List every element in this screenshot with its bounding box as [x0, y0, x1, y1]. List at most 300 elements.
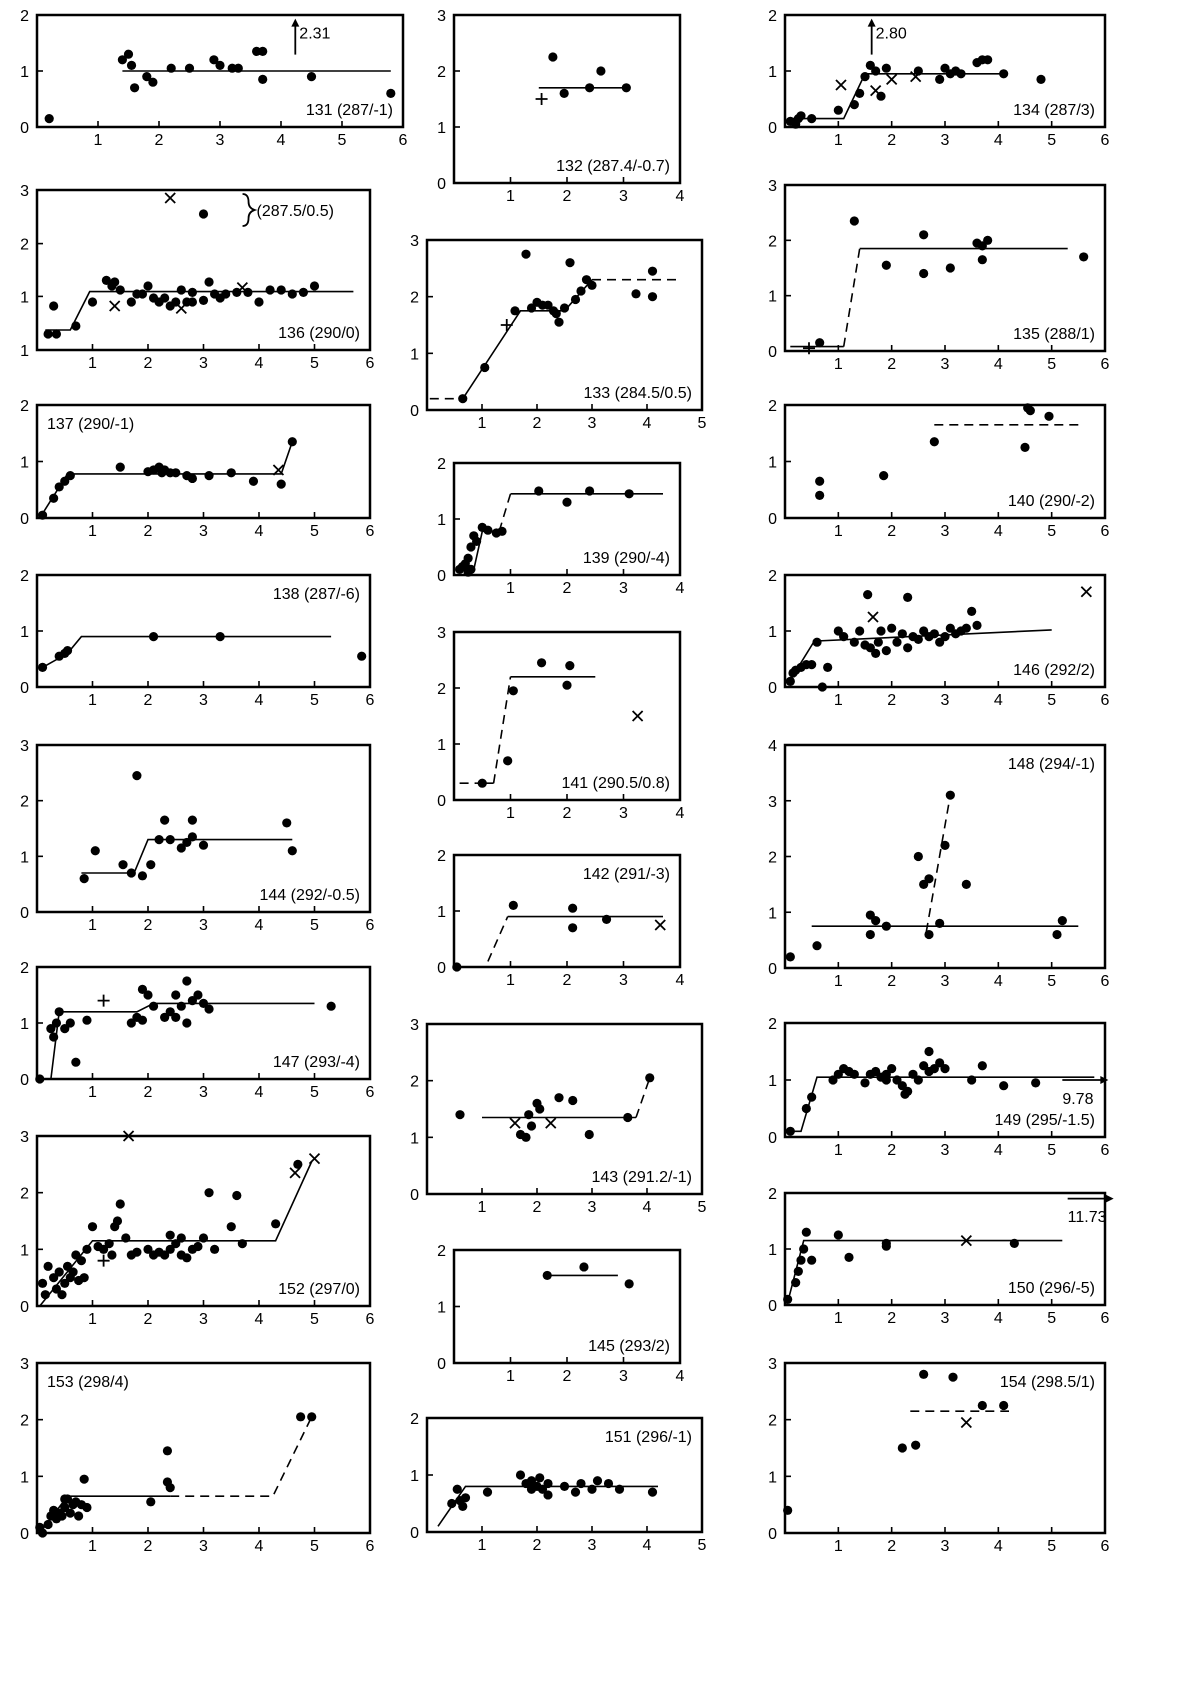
y-tick-label: 2 — [410, 289, 419, 307]
data-point — [972, 621, 981, 630]
x-tick-label: 4 — [642, 1199, 652, 1216]
x-tick-label: 3 — [199, 917, 208, 934]
data-point — [132, 771, 141, 780]
data-point — [956, 69, 965, 78]
data-point — [593, 1476, 602, 1485]
data-point — [277, 480, 286, 489]
x-tick-label: 3 — [619, 805, 628, 822]
data-point — [871, 649, 880, 658]
y-tick-label: 2 — [20, 568, 29, 585]
data-point — [946, 263, 955, 272]
data-point — [850, 1070, 859, 1079]
y-tick-label: 0 — [437, 176, 446, 193]
x-tick-label: 4 — [993, 1310, 1003, 1327]
data-point — [452, 962, 461, 971]
data-point — [177, 1250, 186, 1259]
data-point — [386, 89, 395, 98]
data-point — [604, 1479, 613, 1488]
x-tick-label: 2 — [562, 188, 572, 205]
data-point — [118, 860, 127, 869]
data-point — [631, 289, 640, 298]
arrowhead-icon — [1106, 1195, 1114, 1203]
panel-label: 135 (288/1) — [1013, 326, 1095, 343]
data-point — [818, 682, 827, 691]
x-tick-label: 3 — [940, 973, 950, 990]
y-tick-label: 1 — [20, 289, 29, 307]
data-point — [254, 297, 263, 306]
y-tick-label: 0 — [768, 511, 777, 528]
x-tick-label: 3 — [940, 1142, 950, 1159]
data-point — [999, 69, 1008, 78]
x-tick-label: 4 — [993, 356, 1003, 373]
data-point — [807, 660, 816, 669]
fit-line — [926, 795, 950, 932]
data-point — [227, 1222, 236, 1231]
data-point — [116, 285, 125, 294]
y-tick-label: 3 — [410, 1017, 419, 1034]
data-point — [171, 1013, 180, 1022]
data-point — [461, 1493, 470, 1502]
panel-label: 132 (287.4/-0.7) — [556, 158, 670, 175]
data-point — [149, 632, 158, 641]
annotation-label: 9.78 — [1062, 1090, 1094, 1108]
data-point — [623, 1113, 632, 1122]
data-point — [307, 1412, 316, 1421]
data-point — [199, 296, 208, 305]
data-point — [799, 1244, 808, 1253]
data-point — [124, 50, 133, 59]
data-point — [978, 241, 987, 250]
data-point-cross — [510, 1118, 520, 1128]
panel-label: 134 (287/3) — [1013, 102, 1095, 119]
x-tick-label: 1 — [88, 692, 97, 709]
data-point — [967, 1075, 976, 1084]
data-point — [453, 1485, 462, 1494]
data-point — [503, 756, 512, 765]
y-tick-label: 1 — [768, 64, 777, 81]
x-tick-label: 5 — [697, 415, 707, 432]
data-point — [560, 89, 569, 98]
data-point — [863, 590, 872, 599]
data-point — [157, 468, 166, 477]
data-point — [138, 1016, 147, 1025]
data-point — [914, 635, 923, 644]
data-point — [234, 64, 243, 73]
data-point — [1052, 930, 1061, 939]
data-point — [562, 498, 571, 507]
x-tick-label: 3 — [587, 415, 597, 432]
data-point — [524, 1110, 533, 1119]
data-point — [464, 554, 473, 563]
data-point — [645, 1073, 654, 1082]
data-point — [930, 629, 939, 638]
data-point — [812, 638, 821, 647]
data-point — [576, 286, 585, 295]
x-tick-label: 4 — [993, 1142, 1003, 1159]
x-tick-label: 4 — [254, 523, 264, 540]
data-point — [815, 338, 824, 347]
x-tick-label: 4 — [675, 972, 685, 989]
x-tick-label: 6 — [1100, 1142, 1110, 1159]
data-point — [786, 1127, 795, 1136]
x-tick-label: 5 — [310, 355, 319, 372]
x-tick-label: 3 — [587, 1537, 597, 1554]
x-tick-label: 6 — [1100, 356, 1110, 373]
y-tick-label: 2 — [20, 793, 29, 811]
data-point — [288, 846, 297, 855]
x-tick-label: 2 — [562, 805, 572, 822]
y-tick-label: 3 — [768, 178, 777, 195]
data-point — [876, 626, 885, 635]
data-point — [560, 303, 569, 312]
data-point — [882, 64, 891, 73]
data-point — [786, 952, 795, 961]
data-point — [565, 661, 574, 670]
data-point — [1044, 412, 1053, 421]
panel-153 — [20, 1356, 374, 1555]
panel-140 — [768, 398, 1109, 540]
x-tick-label: 6 — [365, 692, 375, 709]
y-tick-label: 1 — [20, 1016, 29, 1033]
x-tick-label: 3 — [199, 1311, 208, 1328]
data-point — [887, 1064, 896, 1073]
data-point — [882, 1242, 891, 1251]
panel-label: 152 (297/0) — [278, 1281, 360, 1298]
data-point — [63, 646, 72, 655]
y-tick-label: 0 — [437, 793, 446, 810]
data-point — [199, 1233, 208, 1242]
y-tick-label: 2 — [20, 1412, 29, 1430]
data-point — [510, 306, 519, 315]
data-point — [310, 281, 319, 290]
y-tick-label: 3 — [20, 1129, 29, 1146]
data-point — [535, 1473, 544, 1482]
data-point — [999, 1081, 1008, 1090]
data-point — [55, 1007, 64, 1016]
y-tick-label: 0 — [20, 120, 29, 137]
data-point — [521, 1133, 530, 1142]
data-point — [978, 1401, 987, 1410]
data-point — [77, 1256, 86, 1265]
fit-line — [499, 494, 510, 532]
x-tick-label: 1 — [833, 132, 843, 149]
annotation-label: 2.31 — [299, 25, 331, 43]
panel-136 — [20, 183, 374, 372]
x-tick-label: 1 — [506, 580, 515, 597]
y-tick-label: 2 — [20, 8, 29, 25]
data-point — [188, 474, 197, 483]
data-point — [149, 1002, 158, 1011]
panel-label: 148 (294/-1) — [1007, 756, 1095, 773]
data-point — [160, 816, 169, 825]
x-tick-label: 6 — [365, 917, 375, 934]
data-point — [266, 285, 275, 294]
panel-150 — [768, 1186, 1114, 1327]
y-tick-label: 3 — [20, 183, 29, 200]
data-point — [509, 686, 518, 695]
data-point — [823, 663, 832, 672]
x-tick-label: 1 — [88, 1538, 97, 1555]
data-point — [38, 1528, 47, 1537]
data-point — [483, 526, 492, 535]
data-point — [914, 1075, 923, 1084]
data-point — [1058, 916, 1067, 925]
data-point — [49, 301, 58, 310]
y-tick-label: 1 — [20, 64, 29, 81]
data-point — [166, 835, 175, 844]
data-point — [562, 681, 571, 690]
data-point — [900, 1090, 909, 1099]
x-tick-label: 5 — [1047, 1310, 1057, 1327]
y-tick-label: 2 — [768, 849, 777, 867]
x-tick-label: 1 — [477, 415, 487, 432]
data-point — [238, 1239, 247, 1248]
arrowhead-icon — [291, 19, 299, 27]
x-tick-label: 6 — [1100, 1538, 1110, 1555]
x-tick-label: 1 — [477, 1199, 487, 1216]
x-tick-label: 3 — [940, 692, 950, 709]
data-point — [57, 1290, 66, 1299]
data-point — [82, 1245, 91, 1254]
panel-145 — [437, 1243, 684, 1385]
data-point — [850, 100, 859, 109]
x-tick-label: 4 — [675, 805, 685, 822]
data-point — [625, 1279, 634, 1288]
x-tick-label: 5 — [697, 1199, 707, 1216]
data-point — [204, 471, 213, 480]
data-point — [80, 1475, 89, 1484]
y-tick-label: 0 — [768, 680, 777, 697]
y-tick-label: 1 — [768, 454, 777, 472]
x-tick-label: 2 — [532, 1537, 542, 1554]
data-point-plus — [98, 995, 110, 1007]
data-point — [554, 318, 563, 327]
data-point — [258, 47, 267, 56]
data-point — [258, 75, 267, 84]
data-point — [962, 880, 971, 889]
data-point — [924, 930, 933, 939]
data-point — [565, 258, 574, 267]
x-tick-label: 4 — [642, 415, 652, 432]
data-point — [188, 832, 197, 841]
data-point — [587, 281, 596, 290]
data-point — [543, 1271, 552, 1280]
y-tick-label: 2 — [768, 568, 777, 585]
data-point — [527, 1121, 536, 1130]
x-tick-label: 1 — [833, 1538, 843, 1555]
y-tick-label: 0 — [410, 1187, 419, 1204]
y-tick-label: 3 — [20, 1356, 29, 1373]
data-point — [924, 874, 933, 883]
data-point — [38, 511, 47, 520]
data-point — [796, 111, 805, 120]
data-point — [45, 114, 54, 123]
x-tick-label: 1 — [88, 1311, 97, 1328]
y-tick-label: 2 — [437, 64, 446, 81]
data-point — [116, 463, 125, 472]
x-tick-label: 5 — [1047, 356, 1057, 373]
y-tick-label: 2 — [768, 233, 777, 251]
data-point — [478, 779, 487, 788]
data-point — [509, 901, 518, 910]
data-point — [113, 1216, 122, 1225]
data-point — [143, 990, 152, 999]
data-point — [930, 437, 939, 446]
y-tick-label: 0 — [20, 511, 29, 528]
data-point — [554, 1093, 563, 1102]
y-tick-label: 0 — [768, 1130, 777, 1147]
data-point — [625, 489, 634, 498]
y-tick-label: 1 — [768, 288, 777, 306]
x-tick-label: 4 — [993, 973, 1003, 990]
data-point — [516, 1470, 525, 1479]
data-point-cross — [1081, 587, 1091, 597]
data-point — [68, 1267, 77, 1276]
panel-146 — [768, 568, 1109, 709]
data-point — [946, 791, 955, 800]
y-tick-label: 1 — [20, 1469, 29, 1487]
x-tick-label: 1 — [88, 355, 97, 372]
data-point — [138, 871, 147, 880]
data-point — [543, 1479, 552, 1488]
data-point — [146, 860, 155, 869]
y-tick-label: 2 — [437, 681, 446, 698]
y-tick-label: 1 — [410, 1130, 419, 1148]
data-point — [898, 1443, 907, 1452]
data-point — [88, 297, 97, 306]
data-point — [155, 835, 164, 844]
data-point — [585, 83, 594, 92]
y-tick-label: 3 — [20, 738, 29, 755]
x-tick-label: 4 — [993, 132, 1003, 149]
data-point — [983, 55, 992, 64]
x-tick-label: 1 — [833, 1142, 843, 1159]
data-point — [357, 652, 366, 661]
y-tick-label: 3 — [768, 793, 777, 811]
data-point — [552, 309, 561, 318]
panel-label: 154 (298.5/1) — [999, 1374, 1095, 1391]
panel-label: 146 (292/2) — [1013, 662, 1095, 679]
panel-label: 145 (293/2) — [588, 1338, 670, 1355]
data-point — [138, 289, 147, 298]
data-point — [277, 285, 286, 294]
y-tick-label: 2 — [20, 960, 29, 977]
fit-line — [494, 677, 511, 783]
data-point — [568, 904, 577, 913]
arrowhead-icon — [868, 19, 876, 27]
data-point — [166, 1483, 175, 1492]
x-tick-label: 1 — [506, 188, 515, 205]
data-point — [71, 1058, 80, 1067]
data-point — [199, 209, 208, 218]
panel-label: 144 (292/-0.5) — [259, 887, 360, 904]
data-point — [288, 437, 297, 446]
data-point — [791, 1278, 800, 1287]
data-point — [132, 1248, 141, 1257]
x-tick-label: 4 — [254, 1084, 264, 1101]
data-point — [472, 537, 481, 546]
x-tick-label: 6 — [365, 1538, 375, 1555]
data-point-plus — [501, 319, 513, 331]
data-point — [812, 941, 821, 950]
x-tick-label: 3 — [199, 692, 208, 709]
y-tick-label: 0 — [768, 120, 777, 137]
y-tick-label: 1 — [768, 1469, 777, 1487]
x-tick-label: 1 — [88, 1084, 97, 1101]
x-tick-label: 5 — [1047, 973, 1057, 990]
data-point — [74, 1511, 83, 1520]
data-point — [66, 471, 75, 480]
panel-label: 142 (291/-3) — [582, 866, 670, 883]
data-point — [146, 1497, 155, 1506]
data-point — [882, 1075, 891, 1084]
x-tick-label: 4 — [254, 355, 264, 372]
data-point — [167, 64, 176, 73]
x-tick-label: 2 — [887, 356, 897, 373]
data-point — [914, 852, 923, 861]
x-tick-label: 3 — [619, 1368, 628, 1385]
data-point — [924, 1047, 933, 1056]
x-tick-label: 6 — [1100, 1310, 1110, 1327]
x-tick-label: 2 — [143, 1084, 153, 1101]
y-tick-label: 1 — [410, 1468, 419, 1485]
data-point — [543, 1490, 552, 1499]
y-tick-label: 0 — [20, 1526, 29, 1543]
data-point — [185, 64, 194, 73]
panel-label: 143 (291.2/-1) — [591, 1169, 692, 1186]
panel-label: 137 (290/-1) — [47, 416, 135, 433]
brace-icon — [243, 194, 255, 226]
data-point — [171, 468, 180, 477]
panel-label: 153 (298/4) — [47, 1374, 129, 1391]
data-point-cross — [655, 920, 665, 930]
data-point — [596, 66, 605, 75]
x-tick-label: 3 — [940, 1310, 950, 1327]
data-point — [967, 607, 976, 616]
annotation-label: (287.5/0.5) — [256, 203, 334, 220]
data-point-cross — [887, 74, 897, 84]
panel-label: 138 (287/-6) — [272, 586, 360, 603]
data-point — [82, 1016, 91, 1025]
data-point — [587, 1485, 596, 1494]
data-point — [576, 1479, 585, 1488]
panel-148 — [768, 738, 1109, 990]
data-point — [940, 1064, 949, 1073]
data-point — [480, 363, 489, 372]
data-point — [948, 1373, 957, 1382]
data-point — [1079, 252, 1088, 261]
data-point — [49, 494, 58, 503]
y-tick-label: 1 — [20, 624, 29, 641]
data-point — [38, 1279, 47, 1288]
x-tick-label: 3 — [619, 188, 628, 205]
data-point — [935, 75, 944, 84]
x-tick-label: 2 — [154, 132, 164, 149]
data-point — [193, 990, 202, 999]
data-point — [903, 593, 912, 602]
y-tick-label: 0 — [768, 961, 777, 978]
y-tick-label: 1 — [768, 1073, 777, 1090]
annotation-label: 11.73 — [1067, 1209, 1107, 1227]
data-point-cross — [871, 86, 881, 96]
data-point — [116, 1199, 125, 1208]
data-point — [815, 477, 824, 486]
data-point — [1036, 75, 1045, 84]
data-point — [466, 565, 475, 574]
x-tick-label: 3 — [199, 1538, 208, 1555]
y-tick-label: 1 — [768, 1242, 777, 1259]
panel-label: 136 (290/0) — [278, 325, 360, 342]
